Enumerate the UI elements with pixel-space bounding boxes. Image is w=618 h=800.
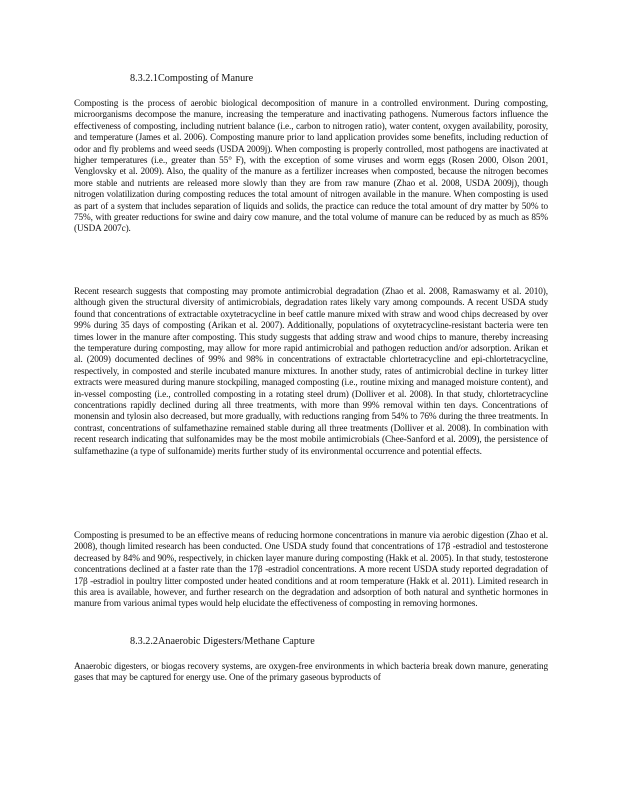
section-heading-composting: 8.3.2.1Composting of Manure — [130, 73, 254, 84]
section-heading-anaerobic-digesters: 8.3.2.2Anaerobic Digesters/Methane Capture — [130, 636, 315, 647]
paragraph-anaerobic-digesters: Anaerobic digesters, or biogas recovery systems, are oxygen-free environments in which bacteria break down manure, generating gases that may be captured for energy use. One of the primary gaseous byproducts of — [74, 662, 548, 684]
paragraph-hormone-reduction: Composting is presumed to be an effective means of reducing hormone concentrations in manure via aerobic digestion (Zhao et al. 2008), though limited research has been conducted. One USDA study found that concentrations of 17β -estradiol and testosterone decreased by 84% and 90%, respectively, in chicken layer manure during composting (Hakk et al. 2005). In that study, testosterone concentrations declined at a faster rate than the 17β -estradiol concentrations. A more recent USDA study reported degradation of 17β -estradiol in poultry litter composted under heated conditions and at room temperature (Hakk et al. 2011). Limited research in this area is available, however, and further research on the degradation and adsorption of both natural and synthetic hormones in manure from various animal types would help elucidate the effectiveness of composting in removing hormones. — [74, 531, 548, 610]
paragraph-antimicrobial-degradation: Recent research suggests that composting may promote antimicrobial degradation (Zhao et al. 2008, Ramaswamy et al. 2010), although given the structural diversity of antimicrobials, degradation rates likely vary among compounds. A recent USDA study found that concentrations of extractable oxytetracycline in beef cattle manure mixed with straw and wood chips decreased by over 99% during 35 days of composting (Arikan et al. 2007). Additionally, populations of oxytetracycline-resistant bacteria were ten times lower in the manure after composting. This study suggests that adding straw and wood chips to manure, thereby increasing the temperature during composting, may allow for more rapid antimicrobial and pathogen reduction and/or adsorption. Arikan et al. (2009) documented declines of 99% and 98% in concentrations of extractable chlortetracycline and epi-chlortetracycline, respectively, in composted and sterile incubated manure mixtures. In another study, rates of antimicrobial decline in turkey litter extracts were measured during manure stockpiling, managed composting (i.e., routine mixing and managed moisture content), and in-vessel composting (i.e., controlled composting in a rotating steel drum) (Dolliver et al. 2008). In that study, chlortetracycline concentrations rapidly declined during all three treatments, with more than 99% removal within ten days. Concentrations of monensin and tylosin also decreased, but more gradually, with reductions ranging from 54% to 76% during the three treatments. In contrast, concentrations of sulfamethazine remained stable during all three treatments (Dolliver et al. 2008). In combination with recent research indicating that sulfonamides may be the most mobile antimicrobials (Chee-Sanford et al. 2009), the persistence of sulfamethazine (a type of sulfonamide) merits further study of its environmental occurrence and potential effects. — [74, 287, 548, 457]
paragraph-composting-overview: Composting is the process of aerobic biological decomposition of manure in a controlled environment. During composting, microorganisms decompose the manure, increasing the temperature and inactivating pathogens. Numerous factors influence the effectiveness of composting, including nutrient balance (i.e., carbon to nitrogen ratio), water content, oxygen availability, porosity, and temperature (James et al. 2006). Composting manure prior to land application provides some benefits, including reduction of odor and fly problems and weed seeds (USDA 2009j). When composting is properly controlled, most pathogens are inactivated at higher temperatures (i.e., greater than 55° F), with the exception of some viruses and worm eggs (Rosen 2000, Olson 2001, Venglovsky et al. 2009). Also, the quality of the manure as a fertilizer increases when composted, because the nitrogen becomes more stable and nutrients are released more slowly than they are from raw manure (Zhao et al. 2008, USDA 2009j), though nitrogen volatilization during composting reduces the total amount of nitrogen available in the manure. When composting is used as part of a system that includes separation of liquids and solids, the practice can reduce the total amount of dry matter by 50% to 75%, with greater reductions for swine and dairy cow manure, and the total volume of manure can be reduced by as much as 85% (USDA 2007c). — [74, 99, 548, 235]
